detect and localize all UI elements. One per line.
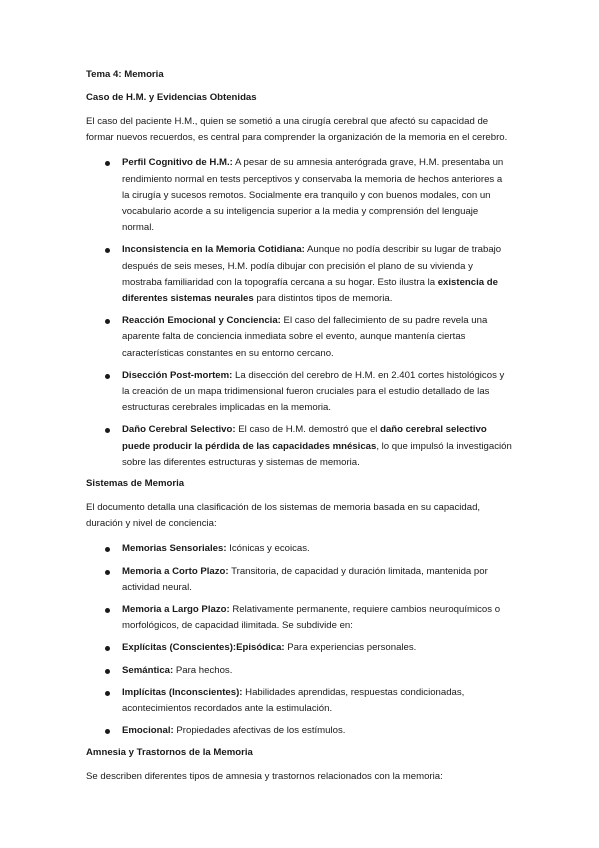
item-text: El caso de H.M. demostró que el xyxy=(235,424,381,436)
bullet-icon xyxy=(105,547,110,552)
bullet-icon xyxy=(105,669,110,674)
bullet-icon xyxy=(105,646,110,651)
item-term: Implícitas (Inconscientes): xyxy=(122,686,243,698)
item-text: Para experiencias personales. xyxy=(284,642,417,654)
item-term: Explícitas (Conscientes):Episódica: xyxy=(122,642,285,654)
section-heading: Amnesia y Trastornos de la Memoria xyxy=(86,746,253,758)
item-term: existencia de diferentes sistemas neurales xyxy=(122,276,498,305)
item-term: Daño Cerebral Selectivo: xyxy=(122,424,236,436)
item-term: Memoria a Largo Plazo: xyxy=(122,604,230,616)
bullet-icon xyxy=(105,319,110,324)
document-title: Tema 4: Memoria xyxy=(86,69,164,80)
bullet-icon xyxy=(105,570,110,575)
item-term: daño cerebral selectivo puede producir la pérdida de las capacidades mnésicas xyxy=(122,424,487,452)
list-item xyxy=(86,564,512,596)
list-item xyxy=(86,602,512,634)
list-item xyxy=(86,368,512,417)
item-text: , lo que impulsó la investigación sobre las diferentes estructuras y sistemas de memoria. xyxy=(122,440,512,468)
bullet-icon xyxy=(105,374,110,379)
item-text: La disección del cerebro de H.M. en 2.401 cortes histológicos y la creación de un mapa tridimensional fueron cruciales para el estudio detallado de las estructuras cerebrales implicadas en la memoria. xyxy=(122,369,505,414)
section-intro: Se describen diferentes tipos de amnesia y trastornos relacionados con la memoria: xyxy=(86,770,443,782)
item-term: Memoria a Corto Plazo: xyxy=(122,565,229,577)
list-item xyxy=(86,422,512,471)
bullet-icon xyxy=(105,729,110,734)
item-term: Disección Post-mortem: xyxy=(122,369,233,381)
item-text: Habilidades aprendidas, respuestas condicionadas, acontecimientos recordados ante la estimulación. xyxy=(122,686,465,715)
item-text: Aunque no podía describir su lugar de trabajo después de seis meses, H.M. podía dibujar con precisión el plano de su vivienda y mostraba familiaridad con la topografía cercana a su hogar. Esto ilustra la xyxy=(122,244,502,288)
section-intro: El caso del paciente H.M., quien se sometió a una cirugía cerebral que afectó su capacidad de formar nuevos recuerdos, es central para comprender la organización de la memoria en el cerebro. xyxy=(86,116,508,144)
item-text: Relativamente permanente, requiere cambios neuroquímicos o morfológicos, de capacidad ilimitada. Se subdivide en: xyxy=(122,604,501,632)
bullet-icon xyxy=(105,248,110,253)
section-heading: Sistemas de Memoria xyxy=(86,478,185,490)
bullet-icon xyxy=(105,428,110,433)
item-term: Semántica: xyxy=(122,664,174,676)
section-heading: Caso de H.M. y Evidencias Obtenidas xyxy=(86,92,257,103)
list-item xyxy=(86,155,512,236)
bullet-list xyxy=(86,155,512,471)
bullet-icon xyxy=(105,161,110,166)
list-item xyxy=(86,541,512,557)
item-text: El caso del fallecimiento de su padre revela una aparente falta de conciencia inmediata sobre el evento, aunque mantenía ciertas características constantes en su entorno cercano. xyxy=(122,315,488,359)
list-item xyxy=(86,685,512,717)
item-term: Emocional: xyxy=(122,725,174,737)
bullet-icon xyxy=(105,691,110,696)
bullet-list xyxy=(86,541,512,739)
item-text: Transitoria, de capacidad y duración limitada, mantenida por actividad neural. xyxy=(122,565,488,593)
list-item xyxy=(86,640,512,656)
list-item xyxy=(86,723,512,739)
item-term: Inconsistencia en la Memoria Cotidiana: xyxy=(122,244,305,256)
item-text: A pesar de su amnesia anterógrada grave, H.M. presentaba un rendimiento normal en tests perceptivos y conservaba la memoria de hechos anteriores a la cirugía y sucesos remotos. Socialmente era tranquilo y con buenos modales, con un vocabulario acorde a su inteligencia superior a la media y comprensión del lenguaje normal. xyxy=(122,157,504,234)
item-text: Para hechos. xyxy=(173,664,233,676)
item-term: Memorias Sensoriales: xyxy=(122,543,227,555)
list-item xyxy=(86,313,512,362)
list-item xyxy=(86,663,512,679)
item-text: Icónicas y ecoicas. xyxy=(226,543,310,555)
item-term: Reacción Emocional y Conciencia: xyxy=(122,315,281,327)
item-text: para distintos tipos de memoria. xyxy=(253,293,393,305)
section-intro: El documento detalla una clasificación de los sistemas de memoria basada en su capacidad, duración y nivel de conciencia: xyxy=(86,502,481,530)
item-term: Perfil Cognitivo de H.M.: xyxy=(122,157,233,169)
item-text: Propiedades afectivas de los estímulos. xyxy=(173,725,346,737)
bullet-icon xyxy=(105,608,110,613)
document-page xyxy=(86,68,512,785)
list-item xyxy=(86,242,512,307)
